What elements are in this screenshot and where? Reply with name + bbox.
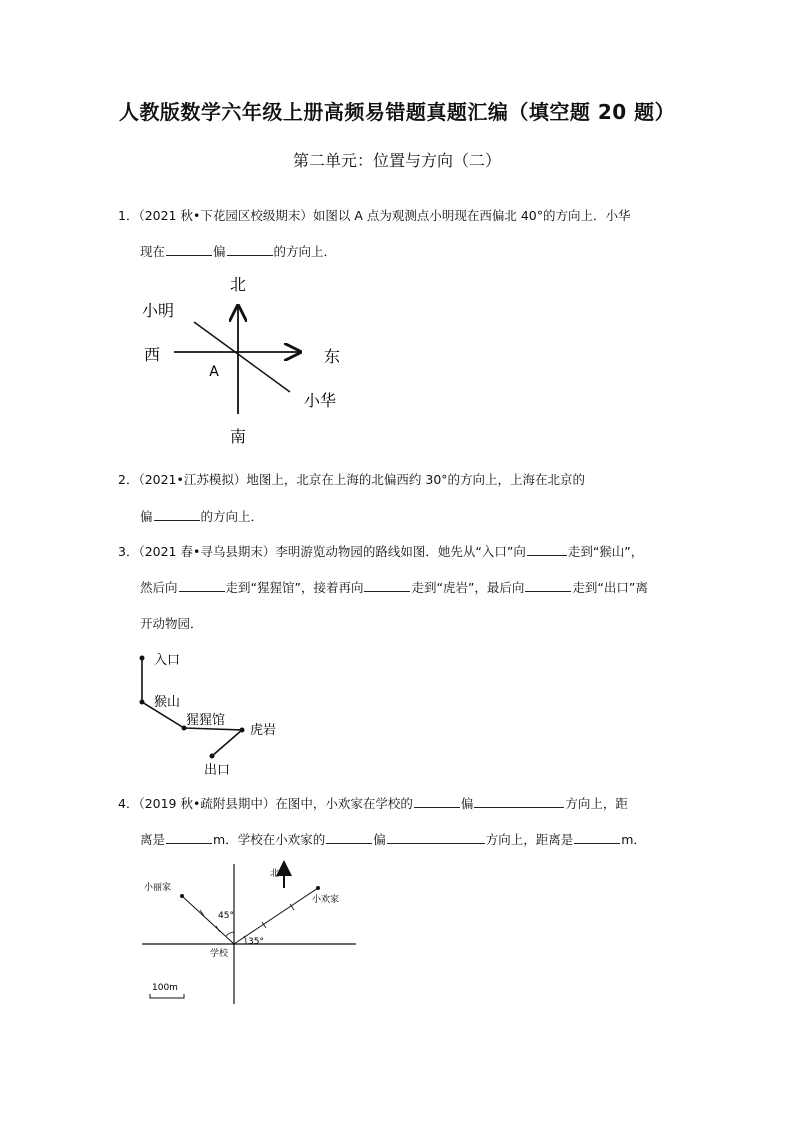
label-west: 西 — [143, 345, 161, 364]
label-angle-35: 35° — [248, 937, 264, 947]
label-xiaoli: 小丽家 — [144, 883, 172, 893]
q1-blank-1[interactable] — [166, 242, 212, 256]
q1-text-a: 现在 — [140, 244, 166, 259]
point-xiaohuan — [316, 886, 320, 890]
q4-text-b: 偏 — [460, 796, 474, 811]
label-school: 学校 — [210, 949, 229, 959]
q4-blank-2[interactable] — [474, 794, 564, 808]
q3-blank-2[interactable] — [179, 578, 225, 592]
q3-blank-3[interactable] — [364, 578, 410, 592]
scale-bar — [150, 994, 184, 998]
q2-line2 — [140, 507, 263, 525]
q4-text-c: 方向上，距 — [565, 796, 628, 811]
q2-line1: 2．（2021•江苏模拟）地图上，北京在上海的北偏西约 30°的方向上，上海在北京的 — [118, 472, 586, 487]
q3-text-e: 走到“虎岩”，最后向 — [411, 580, 525, 595]
q4-text-a: 4．（2019 秋•疏附县期中）在图中，小欢家在学校的 — [118, 796, 413, 811]
q4-text-d: 离是 — [140, 832, 166, 847]
q1-blank-2[interactable] — [227, 242, 273, 256]
point-exit — [210, 754, 215, 759]
q4-blank-4[interactable] — [326, 830, 372, 844]
q4-blank-5[interactable] — [387, 830, 485, 844]
q1-line2 — [140, 242, 336, 260]
q1-line1: 1．（2021 秋•下花园区校级期末）如图以 A 点为观测点小明现在西偏北 40°的方向上．小华 — [118, 208, 631, 223]
q3-route-diagram — [130, 644, 300, 782]
q2-text-a: 偏 — [140, 509, 153, 524]
label-south: 南 — [229, 427, 247, 446]
label-origin: A — [209, 364, 219, 380]
q4-unit-2: m． — [621, 832, 646, 847]
label-gorilla: 猩猩馆 — [186, 713, 226, 728]
label-exit: 出口 — [204, 763, 231, 778]
label-xiaohuan: 小欢家 — [312, 895, 340, 905]
q3-line3: 开动物园． — [140, 616, 203, 631]
q4-blank-3[interactable] — [166, 830, 212, 844]
q3-text-f: 走到“出口”离 — [572, 580, 648, 595]
q4-line2 — [140, 830, 646, 848]
q4-blank-6[interactable] — [574, 830, 620, 844]
q2-blank-1[interactable] — [154, 507, 200, 521]
label-scale: 100m — [152, 983, 178, 993]
label-east: 东 — [323, 347, 341, 366]
label-angle-45: 45° — [218, 911, 234, 921]
q3-text-b: 走到“猴山”， — [567, 544, 644, 559]
label-xiaoming: 小明 — [142, 301, 175, 320]
q3-text-d: 走到“猩猩馆”，接着再向 — [225, 580, 364, 595]
point-tiger — [240, 728, 245, 733]
q4-text-e: 偏 — [373, 832, 386, 847]
q3-blank-1[interactable] — [527, 542, 567, 556]
label-north: 北 — [270, 869, 280, 879]
q4-line1 — [118, 794, 628, 812]
q3-text-a: 3．（2021 春•寻乌县期末）李明游览动物园的路线如图．她先从“入口”向 — [118, 544, 526, 559]
q4-unit-1: m．学校在小欢家的 — [213, 832, 326, 847]
q4-map-diagram — [138, 856, 360, 1006]
sight-line — [194, 322, 290, 392]
point-xiaoli — [180, 894, 184, 898]
q3-text-c: 然后向 — [140, 580, 178, 595]
label-tiger: 虎岩 — [250, 723, 277, 738]
q4-text-f: 方向上，距离是 — [485, 832, 574, 847]
point-entrance — [140, 656, 145, 661]
point-monkey — [140, 700, 145, 705]
label-north: 北 — [229, 275, 247, 294]
page-title: 人教版数学六年级上册高频易错题真题汇编（填空题 20 题） — [118, 100, 676, 124]
label-entrance: 入口 — [154, 653, 181, 668]
label-xiaohua: 小华 — [304, 391, 337, 410]
q1-text-b: 偏 — [213, 244, 226, 259]
q3-blank-4[interactable] — [525, 578, 571, 592]
q4-blank-1[interactable] — [414, 794, 460, 808]
q1-direction-diagram — [130, 272, 370, 450]
label-monkey: 猴山 — [154, 695, 181, 710]
line-xiaohuan — [234, 888, 318, 944]
q3-line2 — [140, 578, 648, 596]
q3-line1 — [118, 542, 643, 560]
q1-text-c: 的方向上． — [273, 244, 337, 259]
section-subtitle: 第二单元：位置与方向（二） — [292, 151, 501, 170]
q2-text-b: 的方向上． — [200, 509, 264, 524]
